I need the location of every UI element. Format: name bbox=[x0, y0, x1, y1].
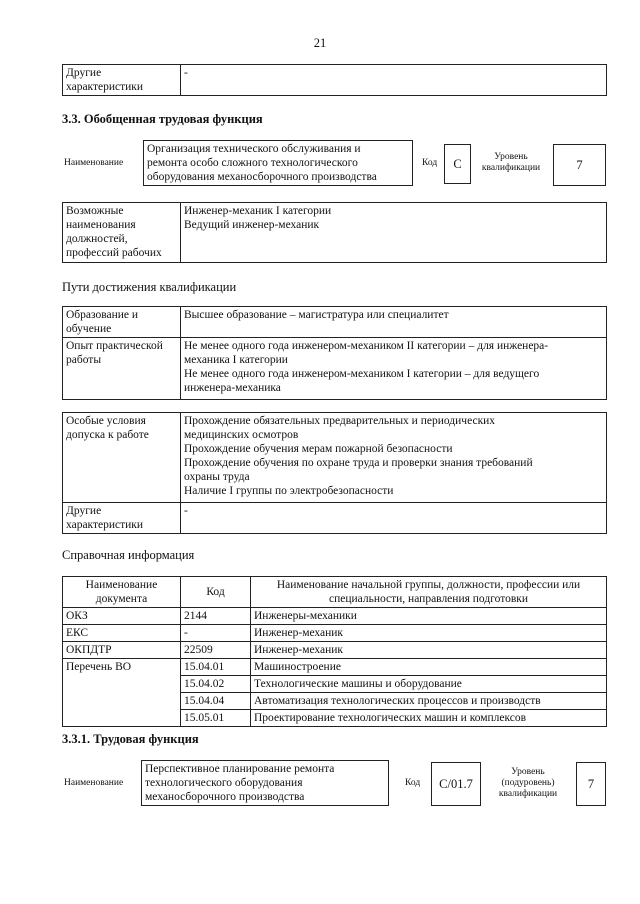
table-row bbox=[63, 642, 607, 659]
ref-code: 15.05.01 bbox=[181, 710, 251, 727]
ref-header-name: Наименование начальной группы, должности, профессии или специальности, направления подготовки bbox=[251, 577, 607, 608]
paths-title: Пути достижения квалификации bbox=[62, 280, 237, 294]
ref-header-doc: Наименование документа bbox=[63, 577, 181, 608]
positions-label: Возможные наименования должностей, профессий рабочих bbox=[63, 203, 181, 263]
tf-code-box: C/01.7 bbox=[431, 762, 481, 806]
education-experience-table bbox=[62, 306, 607, 400]
gtf-name-label: Наименование bbox=[64, 158, 124, 168]
gtf-code-label: Код bbox=[422, 158, 438, 168]
label-cell: Другие характеристики bbox=[63, 65, 181, 96]
positions-values: Инженер-механик I категории Ведущий инженер-механик bbox=[181, 203, 607, 263]
ref-code: 15.04.04 bbox=[181, 693, 251, 710]
tf-code-label: Код bbox=[405, 778, 421, 788]
tf-name-label: Наименование bbox=[64, 778, 124, 788]
ref-name: Инженеры-механики bbox=[251, 608, 607, 625]
positions-table bbox=[62, 202, 607, 263]
ref-name: Проектирование технологических машин и комплексов bbox=[251, 710, 607, 727]
experience-value: Не менее одного года инженером-механиком II категории – для инженера- механика I категории Не менее одного года инженером-механиком I категории – для ведущего инженера-механика bbox=[181, 338, 607, 400]
ref-name: Инженер-механик bbox=[251, 642, 607, 659]
tf-name-box: Перспективное планирование ремонта технологического оборудования механосборочного производства bbox=[141, 760, 389, 806]
other-chars-value: - bbox=[181, 503, 607, 534]
education-value: Высшее образование – магистратура или специалитет bbox=[181, 307, 607, 338]
table-row bbox=[63, 625, 607, 642]
section-title: 3.3. Обобщенная трудовая функция bbox=[62, 112, 263, 126]
ref-code: 15.04.01 bbox=[181, 659, 251, 676]
page-number: 21 bbox=[313, 36, 327, 50]
experience-label: Опыт практической работы bbox=[63, 338, 181, 400]
gtf-level-label: Уровень квалификации bbox=[481, 152, 541, 173]
ref-name: Технологические машины и оборудование bbox=[251, 676, 607, 693]
other-chars-label: Другие характеристики bbox=[63, 503, 181, 534]
ref-name: Автоматизация технологических процессов и производств bbox=[251, 693, 607, 710]
special-conditions-label: Особые условия допуска к работе bbox=[63, 413, 181, 503]
ref-doc: ОКЗ bbox=[63, 608, 181, 625]
ref-header-code: Код bbox=[181, 577, 251, 608]
ref-code: 22509 bbox=[181, 642, 251, 659]
gtf-name-box: Организация технического обслуживания и ремонта особо сложного технологического оборудования механосборочного производства bbox=[143, 140, 413, 186]
reference-title: Справочная информация bbox=[62, 548, 195, 562]
ref-code: 2144 bbox=[181, 608, 251, 625]
special-conditions-value: Прохождение обязательных предварительных и периодических медицинских осмотров Прохождение обучения мерам пожарной безопасности Прохождение обучения по охране труда и проверки знания требований охраны труда Наличие I группы по электробезопасности bbox=[181, 413, 607, 503]
table-row bbox=[63, 659, 607, 676]
ref-code: 15.04.02 bbox=[181, 676, 251, 693]
gtf-code-box: C bbox=[444, 144, 471, 184]
special-conditions-table bbox=[62, 412, 607, 534]
ref-doc: Перечень ВО bbox=[63, 659, 181, 727]
top-other-characteristics-table bbox=[62, 64, 607, 96]
labor-function-title: 3.3.1. Трудовая функция bbox=[62, 732, 199, 746]
ref-name: Машиностроение bbox=[251, 659, 607, 676]
ref-doc: ЕКС bbox=[63, 625, 181, 642]
education-label: Образование и обучение bbox=[63, 307, 181, 338]
gtf-level-box: 7 bbox=[553, 144, 606, 186]
table-row bbox=[63, 608, 607, 625]
tf-level-label: Уровень (подуровень) квалификации bbox=[498, 767, 558, 799]
value-cell: - bbox=[181, 65, 607, 96]
reference-table bbox=[62, 576, 607, 727]
ref-doc: ОКПДТР bbox=[63, 642, 181, 659]
ref-name: Инженер-механик bbox=[251, 625, 607, 642]
tf-level-box: 7 bbox=[576, 762, 606, 806]
ref-code: - bbox=[181, 625, 251, 642]
